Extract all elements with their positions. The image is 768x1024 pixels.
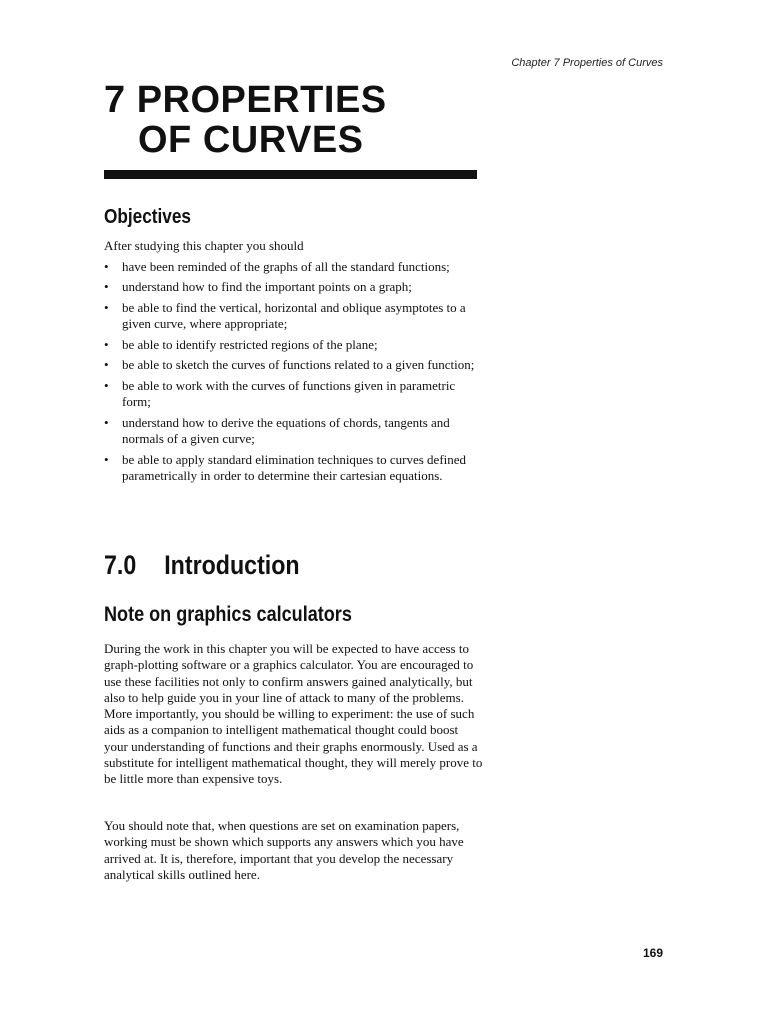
- subsection-heading: Note on graphics calculators: [104, 603, 352, 626]
- objectives-heading: Objectives: [104, 206, 192, 228]
- objectives-list: [104, 259, 484, 485]
- objective-item: [104, 259, 484, 276]
- chapter-title-line-2: OF CURVES: [138, 119, 364, 161]
- objective-text: understand how to find the important points on a graph;: [122, 279, 412, 294]
- objective-text: have been reminded of the graphs of all the standard functions;: [122, 258, 450, 274]
- chapter-title: [104, 80, 387, 160]
- bullet-mark: •: [104, 451, 109, 467]
- objectives-section: [104, 238, 484, 489]
- objective-item: [104, 452, 484, 485]
- objectives-intro: After studying this chapter you should: [104, 238, 304, 253]
- body-paragraph-1: During the work in this chapter you will be expected to have access to graph-plotting software or a graphics calculator. You are encouraged to use these facilities not only to confirm answers gained analytically, but also to help guide you in your line of attack to many of the problems. More importantly, you should be willing to experiment: the use of such aids as a companion to intelligent mathematical thought could boost your understanding of functions and their graphs enormously. Used as a substitute for intelligent mathematical thought, they will merely prove to be little more than expensive toys.: [104, 641, 483, 787]
- objective-text: understand how to derive the equations of chords, tangents and normals of a given curve;: [122, 414, 450, 446]
- bullet-mark: •: [104, 299, 109, 315]
- bullet-mark: •: [104, 414, 109, 430]
- objective-text: be able to identify restricted regions of the plane;: [122, 336, 378, 352]
- objective-item: [104, 279, 484, 296]
- objective-item: [104, 337, 484, 354]
- objective-text: be able to sketch the curves of functions related to a given function;: [122, 357, 475, 372]
- objective-text: be able to find the vertical, horizontal and oblique asymptotes to a given curve, where appropriate;: [122, 299, 466, 331]
- page-number: 169: [642, 946, 663, 960]
- bullet-mark: •: [104, 357, 109, 372]
- title-rule: [104, 170, 477, 179]
- objective-item: [104, 378, 484, 411]
- section-heading: [104, 548, 300, 582]
- bullet-mark: •: [104, 377, 109, 393]
- objective-text: be able to apply standard elimination techniques to curves defined parametrically in order to determine their cartesian equations.: [122, 451, 467, 483]
- bullet-mark: •: [104, 336, 109, 352]
- section-title: Introduction: [164, 550, 300, 580]
- objective-item: [104, 357, 484, 374]
- bullet-mark: •: [104, 258, 109, 274]
- body-paragraph-2: You should note that, when questions are set on examination papers, working must be shown which supports any answers which you have arrived at. It is, therefore, important that you develop the necessary analytical skills outlined here.: [104, 818, 464, 882]
- running-header: Chapter 7 Properties of Curves: [511, 57, 663, 69]
- bullet-mark: •: [104, 279, 109, 294]
- objective-text: be able to work with the curves of functions given in parametric form;: [122, 377, 456, 409]
- section-number: 7.0: [104, 550, 137, 580]
- objective-item: [104, 415, 484, 448]
- chapter-title-line-1: 7 PROPERTIES: [104, 79, 387, 121]
- objective-item: [104, 300, 484, 333]
